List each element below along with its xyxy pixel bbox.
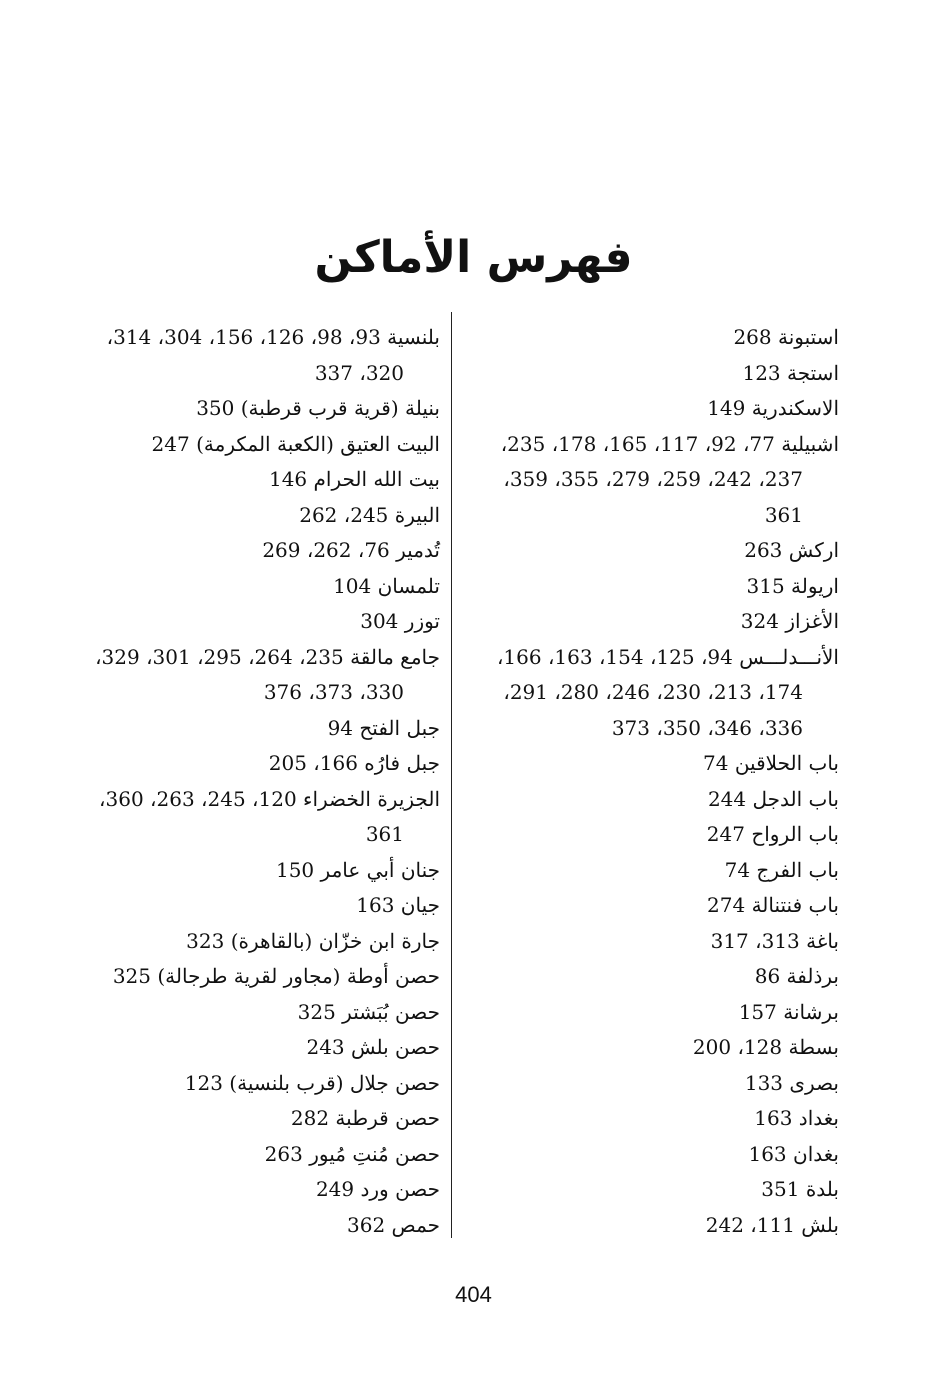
index-entry: باب الحلاقين 74 [703, 751, 839, 775]
index-entry: جبل الفتح 94 [327, 715, 440, 740]
index-entry: اشبيلية 77، 92، 117، 165، 178، 235، [500, 431, 839, 456]
index-entry: حصن ورد 249 [315, 1177, 440, 1201]
index-entry: باب الرواح 247 [706, 822, 839, 846]
index-entry: جبل فارُه 166، 205 [268, 751, 440, 775]
index-entry: حصن بلش 243 [306, 1035, 440, 1059]
index-entry: باب الفرج 74 [724, 857, 839, 882]
index-entry: توزر 304 [360, 609, 440, 633]
column-divider [451, 312, 452, 1238]
index-entry: البيرة 245، 262 [299, 502, 440, 527]
index-entry: بصرى 133 [744, 1070, 839, 1095]
index-entry: تُدمير 76، 262، 269 [262, 538, 440, 562]
index-entry: حصن جلال (قرب بلنسية) 123 [184, 1070, 440, 1095]
page-number: 404 [455, 1282, 492, 1307]
index-entry-continuation: 174، 213، 230، 246، 280، 291، [503, 680, 803, 704]
index-entry: جارة ابن خزّان (بالقاهرة) 323 [186, 928, 440, 953]
index-entry: حصن قرطبة 282 [290, 1106, 440, 1130]
index-entry: بسطة 128، 200 [692, 1035, 839, 1059]
index-entry: بلنسية 93، 98، 126، 156، 304، 314، [106, 325, 440, 349]
index-entry: بغدان 163 [748, 1141, 839, 1166]
index-entry: جامع مالقة 235، 264، 295، 301، 329، [95, 644, 440, 669]
page-title: فهرس الأماكن [314, 232, 633, 283]
index-entry: الجزيرة الخضراء 120، 245، 263، 360، [99, 786, 440, 811]
index-entry: باب فنتنالة 274 [707, 893, 839, 917]
index-entry: البيت العتيق (الكعبة المكرمة) 247 [151, 431, 440, 456]
index-entry: حصن بُبَشتر 325 [297, 999, 440, 1024]
index-entry: بلش 111، 242 [705, 1212, 839, 1237]
index-entry-continuation: 237، 242، 259، 279، 355، 359، [503, 467, 803, 491]
index-entry: الأنـــدلـــس 94، 125، 154، 163، 166، [496, 644, 839, 669]
index-entry: بنيلة (قرية قرب قرطبة) 350 [196, 396, 440, 420]
index-entry: الاسكندرية 149 [707, 396, 839, 420]
index-entry: بلدة 351 [761, 1177, 839, 1201]
index-entry-continuation: 336، 346، 350، 373 [611, 715, 803, 740]
index-entry: حصن مُنتِ مُيور 263 [264, 1141, 440, 1166]
index-entry: اريولة 315 [746, 573, 839, 598]
index-entry: الأغزاز 324 [740, 609, 839, 633]
index-entry: برشانة 157 [738, 999, 839, 1024]
index-entry-continuation: 330، 373، 376 [263, 680, 404, 704]
index-entry: استبونة 268 [733, 325, 839, 349]
index-entry: حمص 362 [347, 1212, 440, 1237]
index-entry: باغة 313، 317 [710, 928, 839, 953]
index-entry: استجة 123 [742, 360, 839, 385]
index-entry: باب الدجل 244 [707, 786, 839, 811]
index-entry-continuation: 361 [764, 502, 803, 527]
index-entry: حصن أوطة (مجاور لقرية طرجالة) 325 [112, 964, 440, 988]
index-entry: جنان أبي عامر 150 [275, 857, 440, 882]
index-entry-continuation: 320، 337 [314, 360, 404, 385]
index-entry: تلمسان 104 [333, 573, 440, 598]
index-entry: بغداد 163 [754, 1106, 839, 1130]
index-column-left [45, 320, 440, 1243]
index-entry: برذلفة 86 [754, 964, 839, 988]
index-entry-continuation: 361 [365, 822, 404, 846]
index-entry: جيان 163 [356, 893, 440, 917]
index-entry: اركش 263 [744, 538, 839, 562]
index-column-right [464, 320, 839, 1243]
index-entry: بيت الله الحرام 146 [268, 467, 440, 491]
